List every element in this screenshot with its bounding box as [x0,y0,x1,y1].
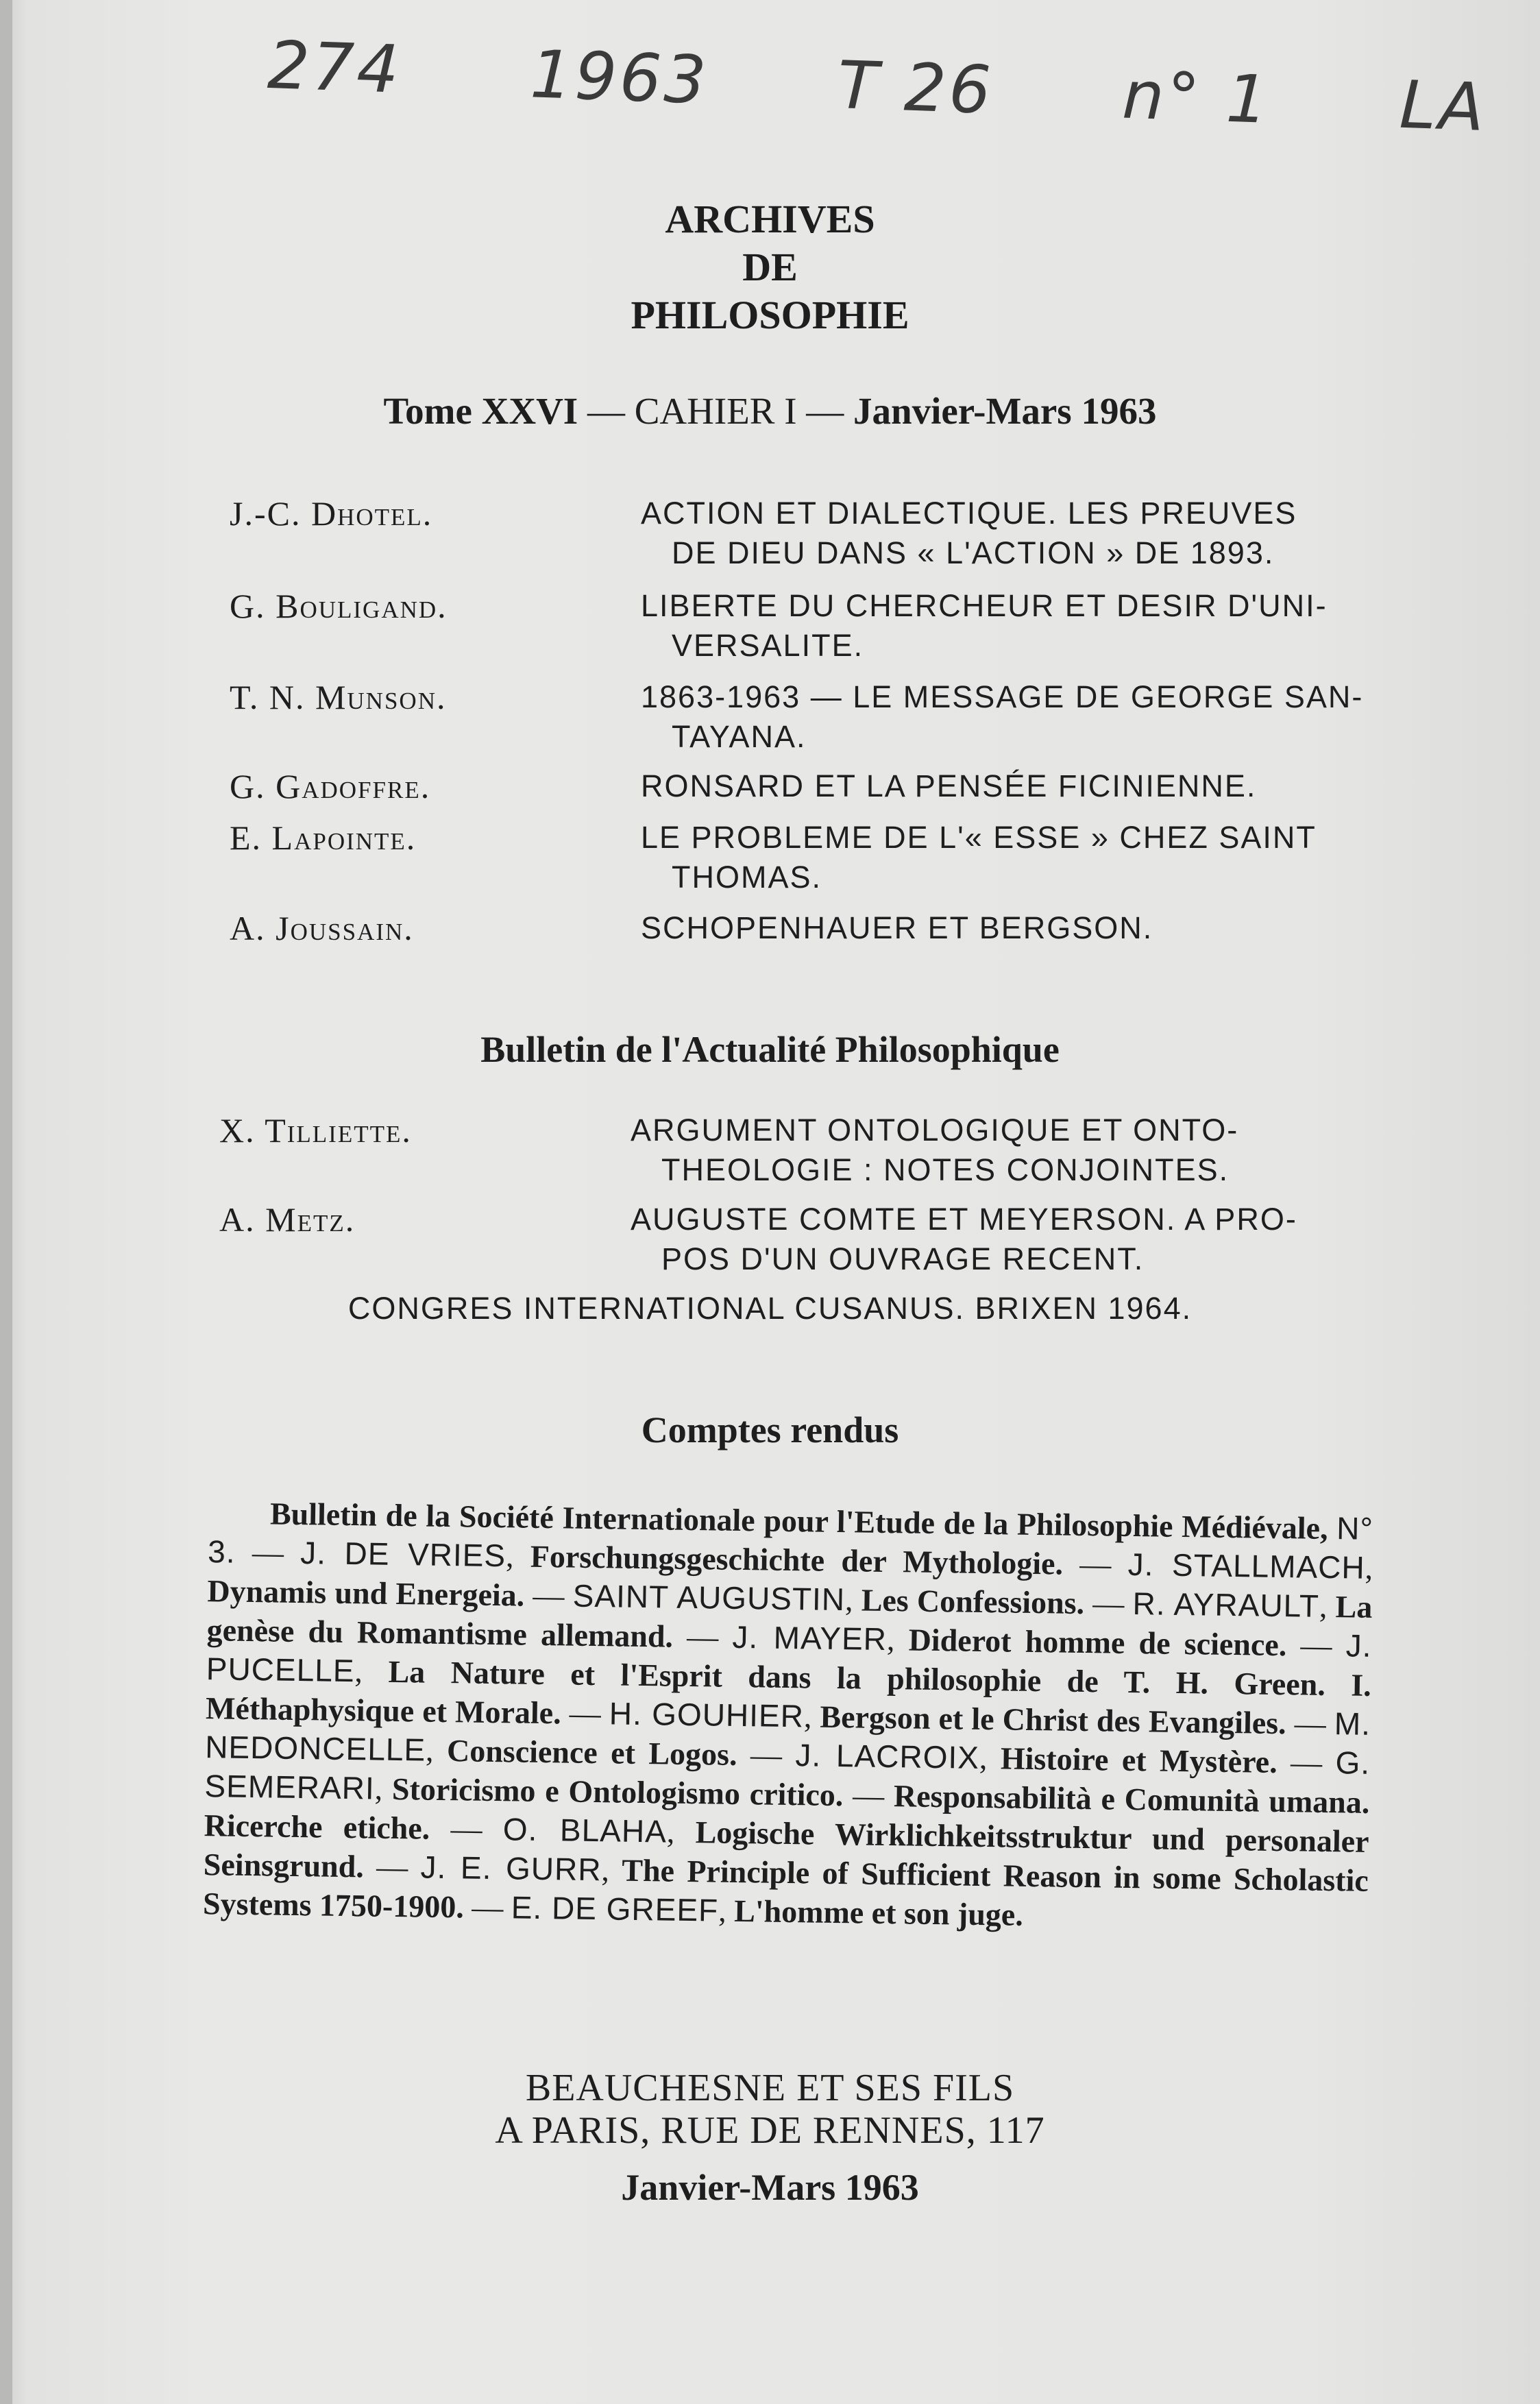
article-entry [230,908,1408,948]
comptes-rendus-text [203,1493,1374,1939]
review-author: E. DE GREEF [511,1889,719,1928]
review-title: The Principle of Sufficient Reason in some Scholastic Systems 1750-1900. [202,1852,1369,1925]
article-title: LIBERTE DU CHERCHEUR ET DESIR D'UNI- [641,588,1328,623]
article-title-cont: DE DIEU DANS « L'ACTION » DE 1893. [672,535,1275,570]
bulletin-author: A. Metz. [219,1200,356,1239]
review-author: J. MAYER [732,1618,888,1657]
issue-cahier: CAHIER I [634,390,797,432]
article-author: G. Gadoffre. [230,767,431,805]
congres-line: CONGRES INTERNATIONAL CUSANUS. BRIXEN 1964. [347,1291,1193,1326]
review-title: Bulletin de la Société Internationale pour l'Etude de la Philosophie Médiévale, [269,1496,1337,1546]
article-entry [230,677,1408,757]
bulletin-title-cont: POS D'UN OUVRAGE RECENT. [661,1241,1145,1276]
issue-line [0,389,1540,433]
article-title-cont: THOMAS. [672,860,822,895]
comptes-heading: Comptes rendus [641,1409,899,1450]
review-title: Les Confessions. [861,1582,1085,1621]
review-title: Conscience et Logos. [446,1733,737,1772]
review-issue-number: N° 3. [207,1510,1374,1570]
article-title: SCHOPENHAUER ET BERGSON. [641,910,1153,945]
article-entry [230,586,1408,666]
review-title: Histoire et Mystère. [1000,1740,1278,1780]
review-author: M. NEDONCELLE [204,1705,1371,1768]
article-entry [230,766,1408,806]
issue-separator: — [578,390,635,432]
issue-separator: — [796,390,854,432]
article-title: RONSARD ET LA PENSÉE FICINIENNE. [641,768,1257,803]
page-edge [0,0,12,2404]
article-title-cont: TAYANA. [672,719,807,754]
article-entry [230,818,1408,897]
handwriting-year: 1963 [528,36,711,119]
bulletin-heading: Bulletin de l'Actualité Philosophique [480,1029,1060,1070]
review-author: J. E. GURR [420,1849,602,1888]
article-author: J.-C. Dhotel. [230,494,433,533]
article-entry [230,494,1408,573]
review-author: O. BLAHA [502,1811,668,1849]
bulletin-title: ARGUMENT ONTOLOGIQUE ET ONTO- [631,1113,1239,1148]
bulletin-entry [219,1200,1398,1279]
publisher-address: A PARIS, RUE DE RENNES, 117 [495,2109,1045,2152]
publisher-name: BEAUCHESNE ET SES FILS [525,2067,1015,2109]
bulletin-title-cont: THEOLOGIE : NOTES CONJOINTES. [661,1152,1230,1187]
publication-date: Janvier-Mars 1963 [621,2167,919,2208]
article-author: G. Bouligand. [230,587,448,625]
review-title: La genèse du Romantisme allemand. [206,1589,1373,1654]
review-author: J. STALLMACH [1127,1546,1366,1586]
handwritten-annotation [267,27,1489,146]
review-title: L'homme et son juge. [733,1893,1024,1932]
review-author: J. LACROIX [795,1737,980,1775]
review-title: Logische Wirklichkeitsstruktur und personaler Seinsgrund. [203,1814,1369,1884]
article-title: 1863-1963 — LE MESSAGE DE GEORGE SAN- [641,679,1364,714]
article-author: E. Lapointe. [230,818,417,857]
review-title: Forschungsgeschichte der Mythologie. [530,1538,1064,1581]
review-title: Storicismo e Ontologismo critico. [391,1771,844,1813]
bulletin-author: X. Tilliette. [219,1111,412,1150]
review-author: J. PUCELLE [206,1627,1372,1689]
review-author: R. AYRAULT [1132,1586,1320,1624]
journal-title [0,195,1540,339]
handwriting-number: 274 [266,26,403,108]
article-title-cont: VERSALITE. [672,628,864,663]
review-author: SAINT AUGUSTIN [572,1577,846,1618]
journal-title-line: DE [742,245,798,289]
review-author: J. DE VRIES [300,1535,506,1574]
issue-period: Janvier-Mars 1963 [853,390,1157,432]
review-title: Diderot homme de science. [908,1622,1287,1663]
journal-title-line: ARCHIVES [665,197,875,241]
handwriting-code: LA [1398,66,1489,147]
reviews-paragraph: Bulletin de la Société Internationale pour l'Etude de la Philosophie Médiévale, N° 3. — J. DE VRIES, Forschungsgeschichte der Mythologie. — J. STALLMACH, Dynamis und Energeia. — SAINT AUGUSTIN, Les Confessions. — R. AYRAULT, La genèse du Romantisme allemand. — J. MAYER, Diderot homme de science. — J. PUCELLE, La Nature et l'Esprit dans la philosophie de T. H. Green. I. Méthaphysique et Morale. — H. GOUHIER, Bergson et le Christ des Evangiles. — M. NEDONCELLE, Conscience et Logos. — J. LACROIX, Histoire et Mystère. — G. SEMERARI, Storicismo e Ontologismo critico. — Responsabilità e Comunità umana. Ricerche etiche. — O. BLAHA, Logische Wirklichkeitsstruktur und personaler Seinsgrund. — J. E. GURR, The Principle of Sufficient Reason in some Scholastic Systems 1750-1900. — E. DE GREEF, L'homme et son juge. [202,1496,1374,1932]
review-author: G. SEMERARI [204,1745,1371,1806]
review-title: Responsabilità e Comunità umana. Ricerche etiche. [204,1778,1370,1846]
handwriting-tome: T 26 [836,47,995,129]
issue-tome: Tome XXVI [383,390,578,432]
article-title: ACTION ET DIALECTIQUE. LES PREUVES [641,496,1297,531]
review-title: Bergson et le Christ des Evangiles. [820,1699,1287,1741]
bulletin-entry [219,1110,1398,1190]
article-title: LE PROBLEME DE L'« ESSE » CHEZ SAINT [641,820,1317,855]
article-author: T. N. Munson. [230,678,447,716]
review-author: H. GOUHIER [609,1695,805,1734]
journal-title-line: PHILOSOPHIE [631,293,909,337]
handwriting-issue: n° 1 [1121,56,1273,139]
article-author: A. Joussain. [230,909,414,947]
review-title: Dynamis und Energeia. [207,1573,525,1613]
review-title: La Nature et l'Esprit dans la philosophie de T. H. Green. I. Méthaphysique et Morale. [205,1653,1372,1731]
bulletin-title: AUGUSTE COMTE ET MEYERSON. A PRO- [631,1202,1297,1237]
